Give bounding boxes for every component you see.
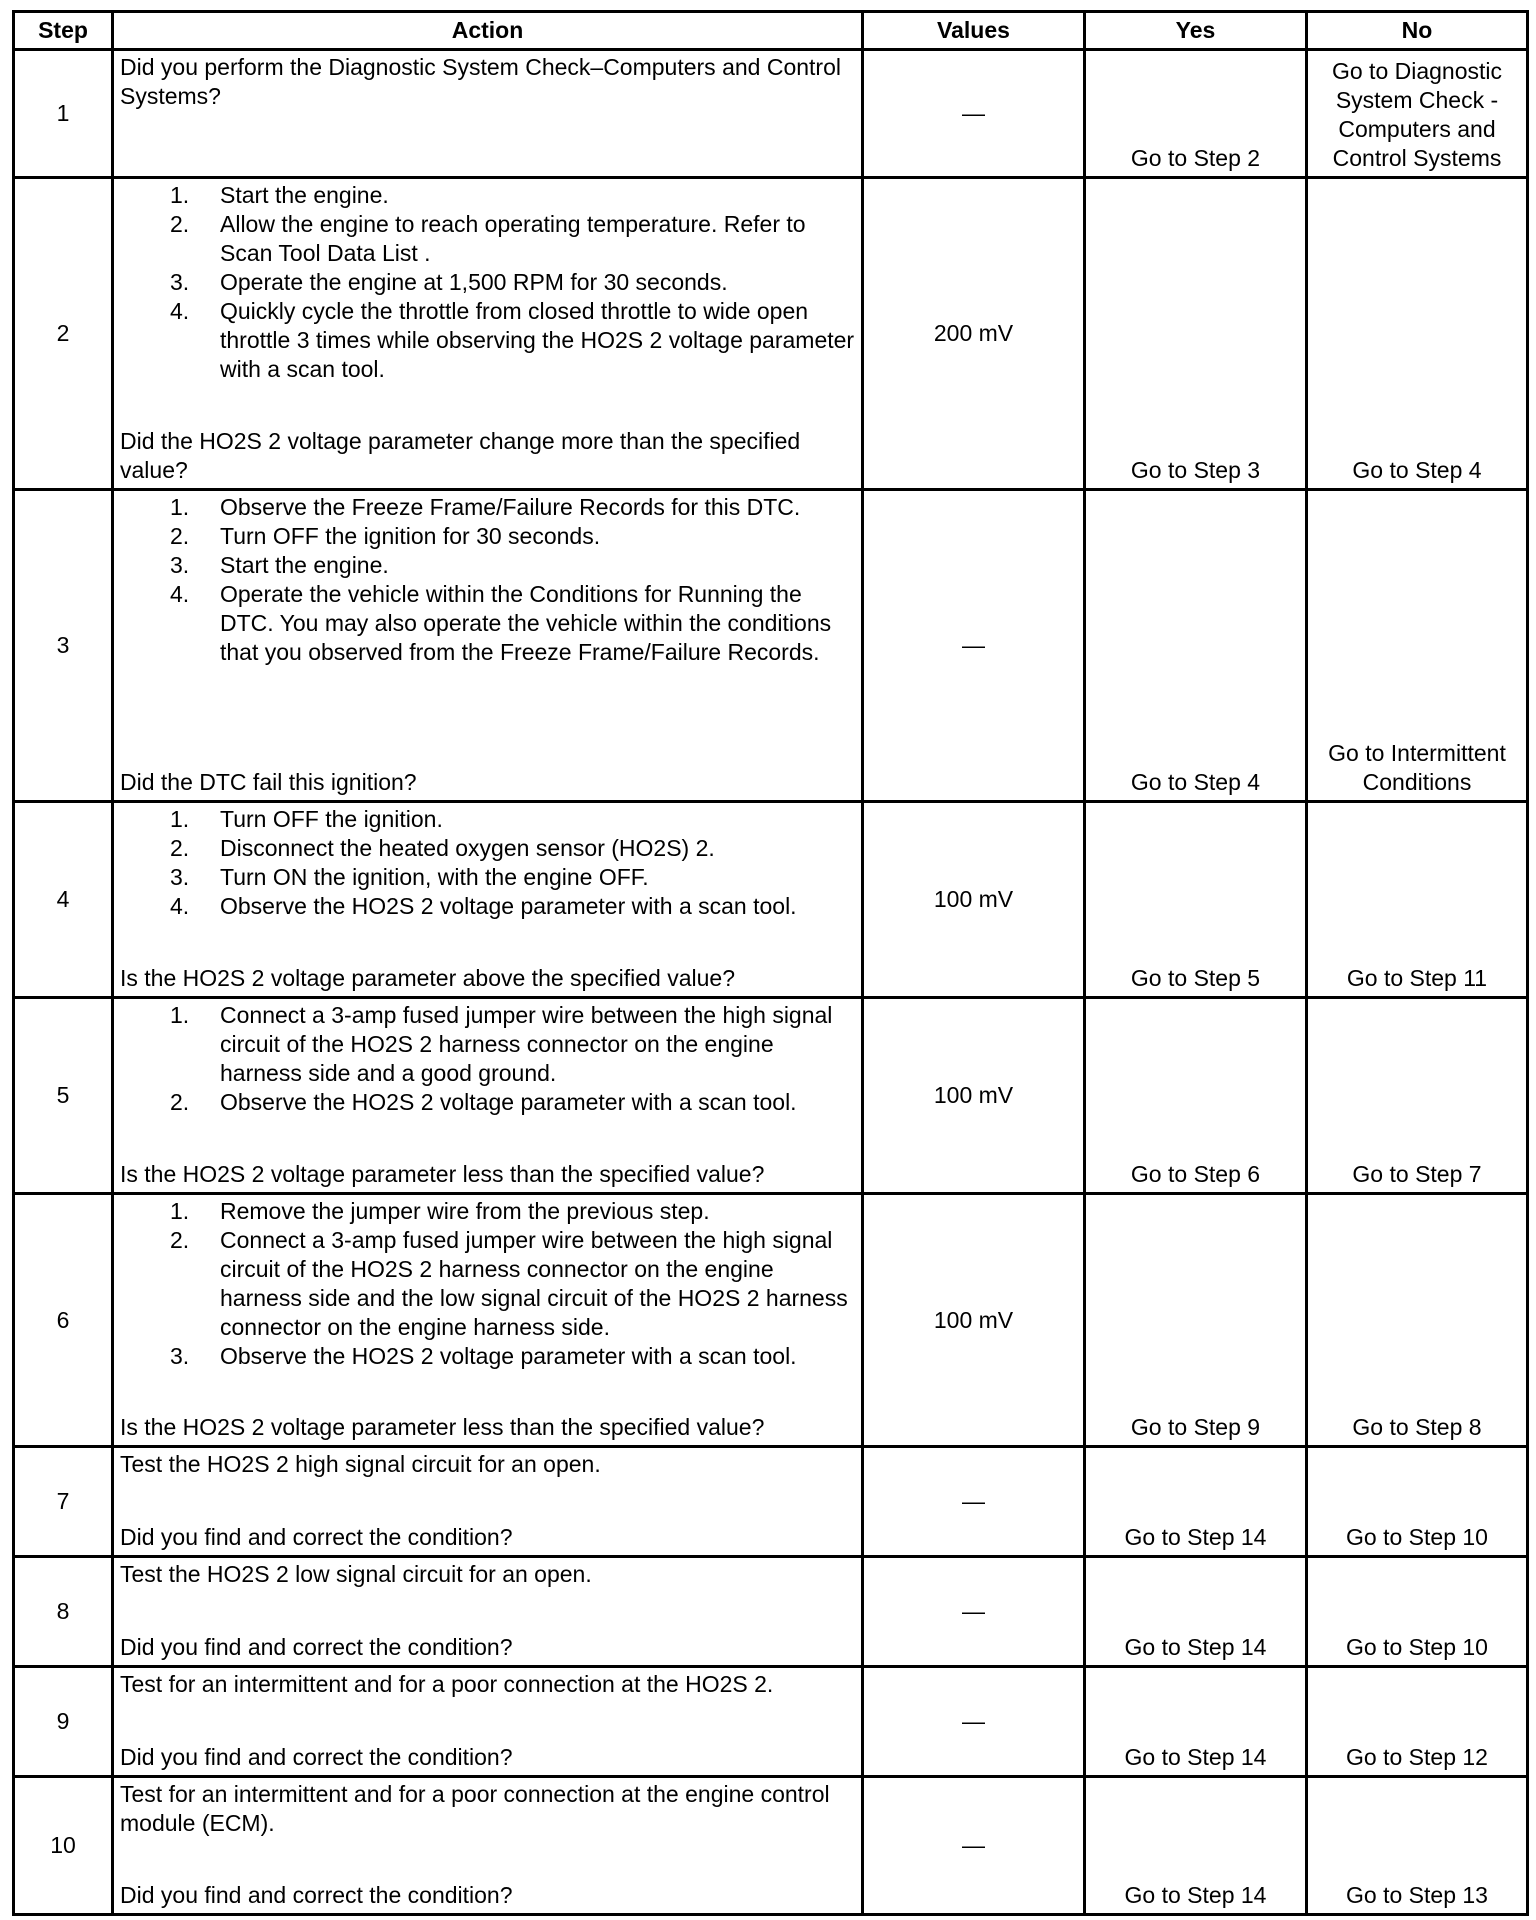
action-step-text: Disconnect the heated oxygen sensor (HO2S) 2. <box>220 835 715 861</box>
action-steps-list <box>120 493 855 667</box>
action-step-text: Observe the Freeze Frame/Failure Records for this DTC. <box>220 494 801 520</box>
table-header <box>14 12 1528 50</box>
action-body <box>120 1197 855 1371</box>
no-action: Go to Step 11 <box>1307 802 1528 998</box>
action-step-text: Start the engine. <box>220 182 389 208</box>
no-action: Go to Intermittent Conditions <box>1307 490 1528 802</box>
action-intro: Did you perform the Diagnostic System Check–Computers and Control Systems? <box>120 54 841 109</box>
action-content <box>120 1780 855 1910</box>
action-content <box>120 53 855 173</box>
action-intro: Test the HO2S 2 high signal circuit for an open. <box>120 1451 601 1477</box>
action-content <box>120 1450 855 1552</box>
action-step-number: 3. <box>170 552 190 578</box>
action-step-number: 1. <box>170 1002 190 1028</box>
header-values: Values <box>863 12 1085 50</box>
action-steps-list <box>120 1197 855 1371</box>
action-step-text: Turn ON the ignition, with the engine OFF. <box>220 864 649 890</box>
table-row <box>14 50 1528 178</box>
step-number: 2 <box>14 178 113 490</box>
action-step-item <box>120 493 855 522</box>
table-row <box>14 1447 1528 1557</box>
step-number: 3 <box>14 490 113 802</box>
action-body <box>120 1450 855 1479</box>
values-cell: — <box>863 1557 1085 1667</box>
table-row <box>14 1777 1528 1915</box>
action-step-text: Observe the HO2S 2 voltage parameter with a scan tool. <box>220 893 797 919</box>
action-content <box>120 493 855 797</box>
step-number: 8 <box>14 1557 113 1667</box>
action-content <box>120 1001 855 1189</box>
action-question: Did you find and correct the condition? <box>120 1634 513 1660</box>
step-number: 4 <box>14 802 113 998</box>
action-body <box>120 805 855 921</box>
action-step-text: Remove the jumper wire from the previous step. <box>220 1198 710 1224</box>
action-step-text: Turn OFF the ignition for 30 seconds. <box>220 523 601 549</box>
action-question: Is the HO2S 2 voltage parameter less than the specified value? <box>120 1161 765 1187</box>
no-action: Go to Step 7 <box>1307 998 1528 1194</box>
action-step-number: 4. <box>170 893 190 919</box>
action-step-number: 2. <box>170 1227 190 1253</box>
header-action: Action <box>113 12 863 50</box>
action-cell <box>113 1557 863 1667</box>
action-step-number: 3. <box>170 864 190 890</box>
action-step-text: Observe the HO2S 2 voltage parameter with a scan tool. <box>220 1343 797 1369</box>
step-number: 7 <box>14 1447 113 1557</box>
action-step-text: Turn OFF the ignition. <box>220 806 443 832</box>
yes-action: Go to Step 3 <box>1085 178 1307 490</box>
action-intro: Test the HO2S 2 low signal circuit for an open. <box>120 1561 592 1587</box>
action-step-item <box>120 1342 855 1371</box>
action-cell <box>113 490 863 802</box>
table-row <box>14 1667 1528 1777</box>
action-content <box>120 1197 855 1442</box>
action-question: Did you find and correct the condition? <box>120 1882 513 1908</box>
yes-action: Go to Step 4 <box>1085 490 1307 802</box>
table-body <box>14 50 1528 1915</box>
no-action: Go to Step 12 <box>1307 1667 1528 1777</box>
values-cell: — <box>863 1667 1085 1777</box>
values-cell: 100 mV <box>863 1194 1085 1447</box>
action-step-item <box>120 297 855 384</box>
action-step-item <box>120 863 855 892</box>
action-step-number: 4. <box>170 581 190 607</box>
table-row <box>14 998 1528 1194</box>
values-cell: 100 mV <box>863 998 1085 1194</box>
action-step-number: 1. <box>170 182 190 208</box>
action-step-number: 2. <box>170 211 190 237</box>
action-step-text: Observe the HO2S 2 voltage parameter with a scan tool. <box>220 1089 797 1115</box>
values-cell: — <box>863 1777 1085 1915</box>
action-question: Did you find and correct the condition? <box>120 1524 513 1550</box>
action-step-item <box>120 834 855 863</box>
action-step-number: 1. <box>170 806 190 832</box>
step-number: 10 <box>14 1777 113 1915</box>
action-step-text: Start the engine. <box>220 552 389 578</box>
yes-action: Go to Step 5 <box>1085 802 1307 998</box>
no-action: Go to Step 10 <box>1307 1557 1528 1667</box>
yes-action: Go to Step 14 <box>1085 1557 1307 1667</box>
table-row <box>14 490 1528 802</box>
action-step-number: 1. <box>170 1198 190 1224</box>
action-cell <box>113 998 863 1194</box>
table-row <box>14 178 1528 490</box>
action-steps-list <box>120 181 855 384</box>
action-body <box>120 53 855 111</box>
action-question: Did you find and correct the condition? <box>120 1744 513 1770</box>
table-row <box>14 1557 1528 1667</box>
values-cell: 200 mV <box>863 178 1085 490</box>
action-step-text: Connect a 3-amp fused jumper wire between the high signal circuit of the HO2S 2 harness connector on the engine harness side and a good ground. <box>220 1002 833 1086</box>
values-cell: — <box>863 50 1085 178</box>
action-content <box>120 1560 855 1662</box>
action-cell <box>113 178 863 490</box>
action-body <box>120 1560 855 1589</box>
action-step-item <box>120 1088 855 1117</box>
action-cell <box>113 802 863 998</box>
step-number: 1 <box>14 50 113 178</box>
action-step-item <box>120 1226 855 1342</box>
action-cell <box>113 1777 863 1915</box>
action-steps-list <box>120 805 855 921</box>
values-cell: — <box>863 490 1085 802</box>
action-intro: Test for an intermittent and for a poor connection at the HO2S 2. <box>120 1671 774 1697</box>
values-cell: — <box>863 1447 1085 1557</box>
action-body <box>120 1001 855 1117</box>
yes-action: Go to Step 14 <box>1085 1447 1307 1557</box>
action-intro: Test for an intermittent and for a poor connection at the engine control module (ECM). <box>120 1781 830 1836</box>
action-step-text: Connect a 3-amp fused jumper wire between the high signal circuit of the HO2S 2 harness connector on the engine harness side and the low signal circuit of the HO2S 2 harness connector on the engine harness side. <box>220 1227 848 1340</box>
action-step-number: 2. <box>170 523 190 549</box>
step-number: 5 <box>14 998 113 1194</box>
step-number: 9 <box>14 1667 113 1777</box>
action-step-item <box>120 805 855 834</box>
action-question: Did the DTC fail this ignition? <box>120 769 417 795</box>
action-body <box>120 181 855 384</box>
action-question: Did the HO2S 2 voltage parameter change more than the specified value? <box>120 428 801 483</box>
action-step-text: Operate the engine at 1,500 RPM for 30 seconds. <box>220 269 728 295</box>
no-action: Go to Step 13 <box>1307 1777 1528 1915</box>
action-step-item <box>120 1197 855 1226</box>
action-body <box>120 1780 855 1838</box>
action-step-text: Allow the engine to reach operating temperature. Refer to Scan Tool Data List . <box>220 211 806 266</box>
action-step-item <box>120 522 855 551</box>
action-body <box>120 493 855 667</box>
yes-action: Go to Step 6 <box>1085 998 1307 1194</box>
action-step-number: 2. <box>170 835 190 861</box>
action-step-item <box>120 210 855 268</box>
action-question: Is the HO2S 2 voltage parameter above the specified value? <box>120 965 735 991</box>
action-body <box>120 1670 855 1699</box>
header-yes: Yes <box>1085 12 1307 50</box>
diagnostic-table <box>12 10 1529 1916</box>
action-content <box>120 1670 855 1772</box>
table-row <box>14 1194 1528 1447</box>
header-row <box>14 12 1528 50</box>
action-step-text: Operate the vehicle within the Conditions for Running the DTC. You may also operate the vehicle within the conditions that you observed from the Freeze Frame/Failure Records. <box>220 581 832 665</box>
header-step: Step <box>14 12 113 50</box>
action-steps-list <box>120 1001 855 1117</box>
yes-action: Go to Step 2 <box>1085 50 1307 178</box>
action-step-item <box>120 1001 855 1088</box>
action-step-number: 4. <box>170 298 190 324</box>
action-step-item <box>120 181 855 210</box>
no-action: Go to Step 4 <box>1307 178 1528 490</box>
action-question: Is the HO2S 2 voltage parameter less than the specified value? <box>120 1414 765 1440</box>
action-content <box>120 181 855 485</box>
yes-action: Go to Step 14 <box>1085 1777 1307 1915</box>
yes-action: Go to Step 9 <box>1085 1194 1307 1447</box>
action-step-number: 2. <box>170 1089 190 1115</box>
action-cell <box>113 1667 863 1777</box>
no-action: Go to Step 10 <box>1307 1447 1528 1557</box>
action-content <box>120 805 855 993</box>
action-step-item <box>120 580 855 667</box>
values-cell: 100 mV <box>863 802 1085 998</box>
action-cell <box>113 1194 863 1447</box>
action-step-number: 1. <box>170 494 190 520</box>
yes-action: Go to Step 14 <box>1085 1667 1307 1777</box>
action-step-number: 3. <box>170 269 190 295</box>
action-cell <box>113 1447 863 1557</box>
action-step-item <box>120 551 855 580</box>
action-cell <box>113 50 863 178</box>
action-step-text: Quickly cycle the throttle from closed throttle to wide open throttle 3 times while observing the HO2S 2 voltage parameter with a scan tool. <box>220 298 855 382</box>
header-no: No <box>1307 12 1528 50</box>
action-step-item <box>120 892 855 921</box>
action-step-number: 3. <box>170 1343 190 1369</box>
no-action: Go to Diagnostic System Check - Computers and Control Systems <box>1307 50 1528 178</box>
step-number: 6 <box>14 1194 113 1447</box>
action-step-item <box>120 268 855 297</box>
table-row <box>14 802 1528 998</box>
no-action: Go to Step 8 <box>1307 1194 1528 1447</box>
